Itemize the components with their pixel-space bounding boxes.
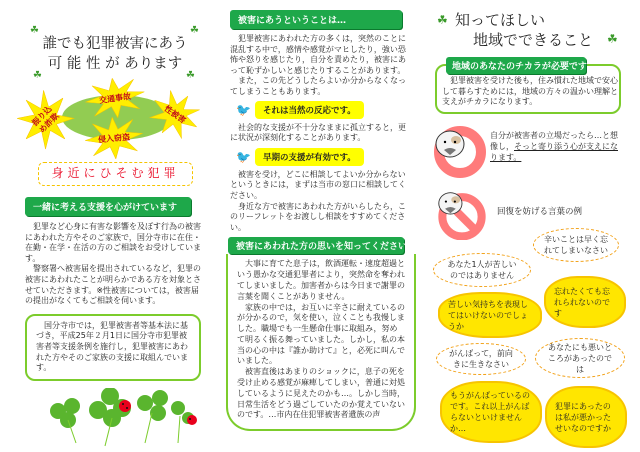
paragraph: 社会的な支援が不十分なままに孤立すると，更に状況が深刻化することがあります。: [230, 122, 406, 143]
cloud-express-feelings: 苦しい気持ちを表現してはいけないのでしょうか: [440, 294, 540, 336]
bubble-your-fault: あなたにも悪いところがあったのでは: [535, 338, 625, 378]
paragraph: 犯罪被害を受けた後も，住み慣れた地域で安心して暮らすためには，地域の方々の温かい理解と支えがチカラになります。: [442, 76, 618, 107]
ok-text-underlined: そっと寄り添う心が支えになります。: [490, 142, 618, 162]
ok-text: [490, 130, 618, 163]
right-title: [455, 10, 593, 50]
middle-column: [226, 10, 416, 431]
paragraph: 大事に育てた息子は，飲酒運転・速度超過という愚かな交通犯罪者により，突然命を奪われてしまいました。加害者からは今日まで謝罪の言葉を聞くことがありません。: [237, 259, 405, 301]
support-text: [25, 222, 201, 307]
natural-reaction-row: [236, 101, 416, 119]
community-header: 地域のあなたのチカラが必要です: [446, 57, 586, 74]
paragraph: 家族の中では，お互いに辛さに耐えているのが分かるので，気を使い，泣くことも我慢しました。職場でも一生懸命仕事に取組み，努めて明るく振る舞っていました。しかし，私の本当の心の中は『誰か助けて』と，必死に叫んでいました。: [237, 302, 405, 366]
title-line: 可 能 性 が あります: [47, 56, 183, 72]
bird-icon: 🐦: [236, 102, 251, 117]
title-line: 地域でできること: [473, 31, 594, 49]
crime-label: 侵入窃盗: [97, 132, 131, 144]
crime-burst-sexual: [142, 82, 209, 148]
ordinance-box: [25, 314, 201, 381]
support-header: 一緒に考える支援を心がけています: [25, 197, 191, 216]
ok-circle-dog-icon: [432, 124, 488, 180]
paragraph: 犯罪被害にあわれた方の多くは，突然のことに混乱する中で，感情や感覚がマヒしたり，強い恐怖や怒りを感じたり，自分を責めたり，被害にあって恥ずかしいと感じたりすることがあります。: [230, 34, 406, 75]
victim-text: [230, 34, 412, 98]
title-line: 知ってほしい: [455, 11, 546, 29]
title-line: 誰でも犯罪被害にあう: [42, 36, 188, 52]
consult-text: [230, 170, 412, 234]
clover-icon: ☘: [437, 13, 448, 27]
crime-label: 振り込め詐欺: [29, 103, 61, 135]
crime-label: 交通事故: [98, 91, 132, 105]
bubble-forget: 辛いことは早く忘れてしまいなさい: [533, 228, 619, 262]
clover-icon: ☘: [186, 70, 195, 81]
paragraph: また，この先どうしたらよいか分からなくなってしまうこともあります。: [230, 76, 406, 96]
victim-header: 被害にあうということは…: [230, 10, 402, 29]
bird-icon: 🐦: [236, 149, 251, 164]
early-support-label: 早期の支援が有効です。: [255, 148, 364, 166]
clover-ladybug-illustration: [40, 388, 200, 448]
left-support-section: [25, 197, 201, 381]
ng-label: 回復を妨げる言葉の例: [497, 207, 583, 217]
cloud-already-trying: もうがんばっているのです。これ以上がんばらないといけませんか…: [442, 383, 540, 441]
community-text: [442, 76, 618, 108]
isolation-text: [230, 123, 412, 144]
feelings-header: 被害にあわれた方の思いを知ってください: [228, 237, 404, 254]
ordinance-text: 国分寺市では，犯罪被害者等基本法に基づき，平成25年２月1日に国分寺市犯罪被害者等支援条例を施行し，犯罪被害にあわれた方やそのご家族の支援に取組んでいます。: [36, 320, 188, 373]
paragraph: 被害直後はあまりのショックに，息子の死を受け止める感覚が麻痺してしまい，普通に対処しているように見えたのかも…。しかし当時，日常生活をどう過ごしていたのか覚えていないのです。…市内在住犯罪被害者遺族の声: [237, 367, 405, 420]
natural-reaction-label: それは当然の反応です。: [255, 101, 364, 119]
clover-icon: ☘: [33, 70, 42, 81]
bubble-not-alone: あなた1人が苦しいのではありません: [433, 253, 531, 287]
paragraph: 警察署へ被害届を提出されているなど，犯罪の被害にあわれたことが明らかである方を対象とさせていただきます。※性被害については，被害届の提出がなくてもご相談を伺います。: [25, 264, 201, 306]
ok-text-plain: 自分が被害者の立場だったら…と想像し，: [490, 131, 618, 151]
paragraph: 犯罪など心身に有害な影響を及ぼす行為の被害にあわれた方やそのご家族で，国分寺市に在住・在勤・在学・在活の方のご相談をお受けしています。: [25, 222, 201, 263]
crime-burst-fraud: [7, 81, 85, 159]
ng-prohibited-dog-icon: [432, 190, 492, 240]
cloud-my-fault: 犯罪にあったのは私が悪かったせいなのですか: [547, 388, 625, 446]
testimony-box: [226, 254, 416, 431]
crime-label: 性被害: [162, 103, 188, 126]
paragraph: 身近な方で被害にあわれた方がいらしたら，このリーフレットをお渡しし相談をすすめてください。: [230, 201, 406, 232]
left-title: [25, 34, 205, 74]
bubble-move-forward: がんばって，前向きに生きなさい: [436, 343, 526, 375]
crime-caption: 身近にひそむ犯罪: [38, 162, 193, 186]
cloud-cannot-forget: 忘れたくても忘れられないのです: [546, 278, 624, 326]
early-support-row: [236, 148, 416, 166]
paragraph: 被害を受け，どこに相談してよいか分からないというときには，まずは当市の窓口に相談してください。: [230, 169, 406, 200]
crime-burst-burglary: [83, 115, 144, 162]
clover-icon: ☘: [607, 32, 618, 46]
clover-icon: ☘: [190, 25, 199, 36]
clover-icon: ☘: [30, 25, 39, 36]
